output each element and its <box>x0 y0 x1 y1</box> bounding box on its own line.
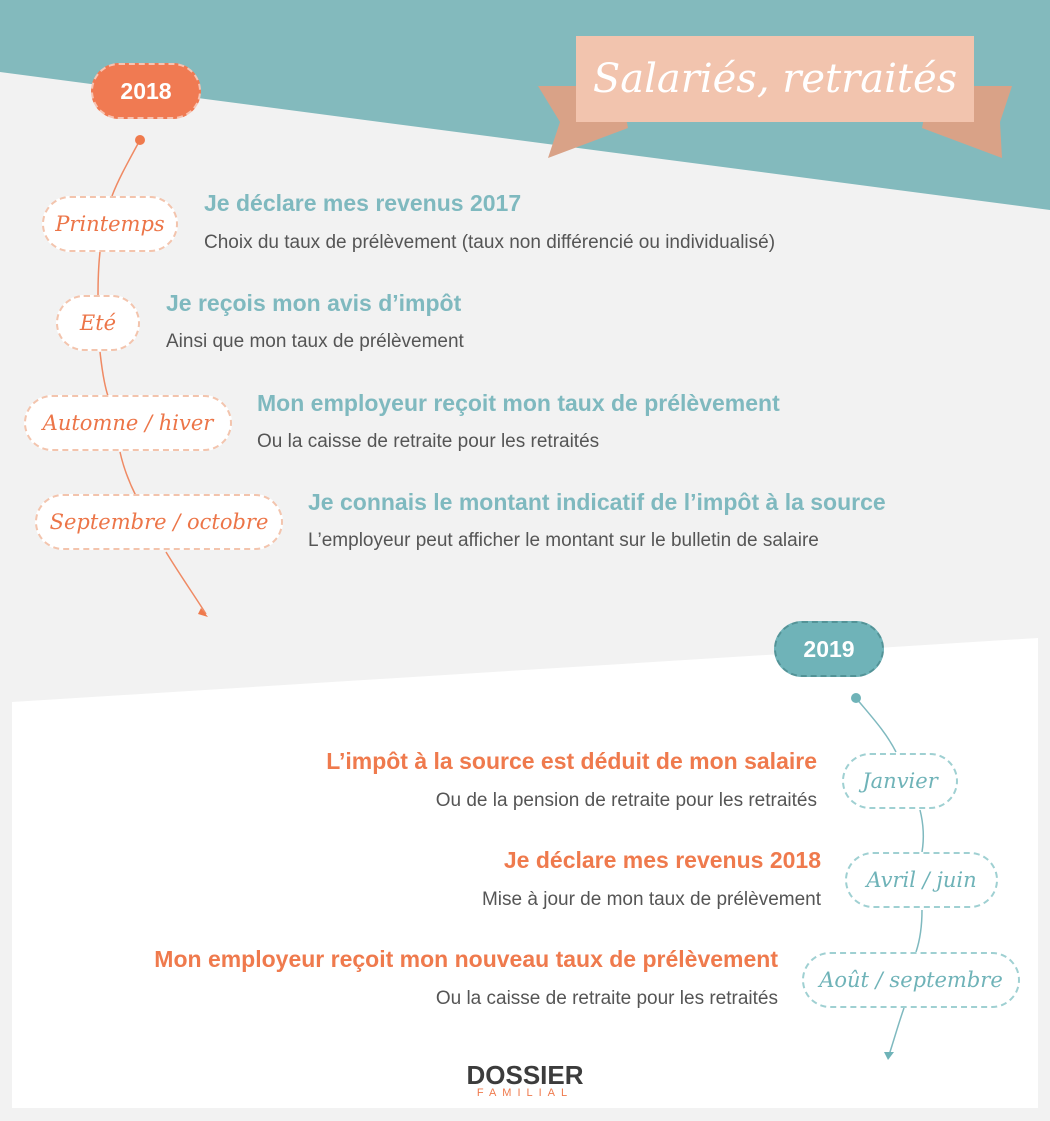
step-2018-2-title: Je reçois mon avis d’impôt <box>166 290 462 316</box>
year-badge-2018: 2018 <box>91 63 201 119</box>
year-badge-2019: 2019 <box>774 621 884 677</box>
step-2019-1-title: L’impôt à la source est déduit de mon salaire <box>326 748 817 774</box>
logo-line-2: FAMILIAL <box>476 1087 574 1099</box>
period-ete: Eté <box>56 295 140 351</box>
step-2018-1-title: Je déclare mes revenus 2017 <box>204 190 522 216</box>
step-2018-2-description: Ainsi que mon taux de prélèvement <box>166 331 464 352</box>
period-printemps: Printemps <box>42 196 178 252</box>
step-2018-4-description: L’employeur peut afficher le montant sur le bulletin de salaire <box>308 530 819 551</box>
step-2019-1-description: Ou de la pension de retraite pour les retraités <box>435 790 817 811</box>
step-2019-3-description: Ou la caisse de retraite pour les retraités <box>435 988 778 1009</box>
period-avril-juin: Avril / juin <box>845 852 998 908</box>
step-2018-3-title: Mon employeur reçoit mon taux de prélèvement <box>257 390 780 416</box>
step-2019-2-description: Mise à jour de mon taux de prélèvement <box>481 889 821 910</box>
period-septembre-octobre: Septembre / octobre <box>35 494 283 550</box>
period-janvier: Janvier <box>842 753 958 809</box>
step-2018-3-description: Ou la caisse de retraite pour les retraités <box>257 431 600 452</box>
timeline-2019-start-dot <box>851 693 861 703</box>
timeline-2018-start-dot <box>135 135 145 145</box>
period-aout-septembre: Août / septembre <box>802 952 1020 1008</box>
step-2018-4-title: Je connais le montant indicatif de l’impôt à la source <box>308 489 886 515</box>
banner-title: Salariés, retraités <box>592 56 958 102</box>
period-automne-hiver: Automne / hiver <box>24 395 232 451</box>
step-2019-3-title: Mon employeur reçoit mon nouveau taux de prélèvement <box>154 946 778 972</box>
logo-line-1: DOSSIER <box>466 1060 584 1090</box>
step-2019-2-title: Je déclare mes revenus 2018 <box>503 847 821 873</box>
dossier-familial-logo <box>440 1062 610 1099</box>
step-2018-1-description: Choix du taux de prélèvement (taux non différencié ou individualisé) <box>204 232 776 253</box>
